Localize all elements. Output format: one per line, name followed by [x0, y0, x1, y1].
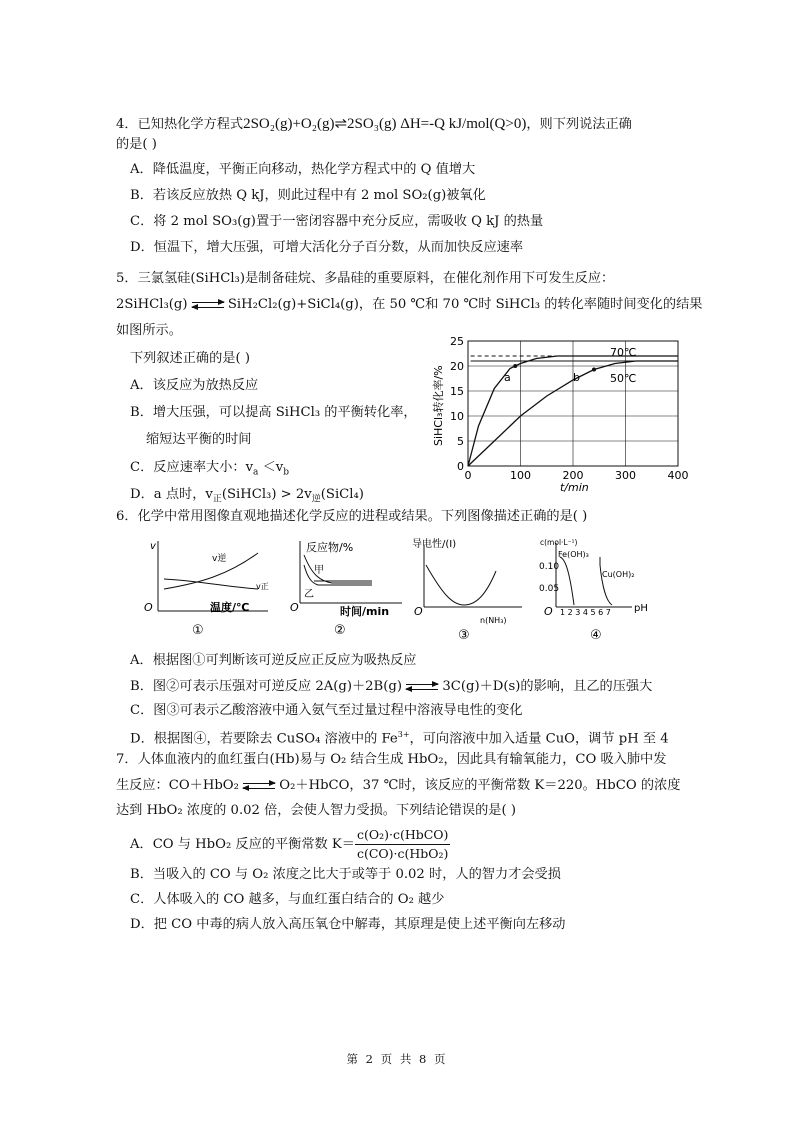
fig2-ylabel: 反应物/%: [306, 541, 354, 554]
y-tick-label: 15: [450, 385, 464, 398]
q7-line1: 7．人体血液内的血红蛋白(Hb)易与 O₂ 结合生成 HbO₂，因此具有输氧能力，CO 吸入肺中发: [116, 752, 667, 767]
fig3-ylabel: 导电性/(I): [412, 539, 457, 550]
fig4-origin: O: [544, 605, 553, 618]
q4-stem: 4．已知热化学方程式2SO₂(g)+O₂(g)⇌2SO₃(g) ΔH=-Q kJ/mol(Q>0)，则下列说法正确: [116, 116, 632, 132]
point-b-label: b: [573, 371, 580, 384]
fig1-xlabel: 温度/℃: [210, 601, 250, 614]
q5-option-d: D．a 点时，$v_正(SiHCl_3)$ > $2v_逆(SiCl_4)$: [130, 487, 364, 505]
q7-line2: 生反应：CO＋HbO₂ O₂＋HbCO，37 ℃时，该反应的平衡常数 K＝220。HbCO 的浓度: [116, 778, 681, 793]
q5-option-c: C．反应速率大小：$v_a <v_b$: [130, 460, 290, 478]
q7-option-d: D．把 CO 中毒的病人放入高压氧仓中解毒，其原理是使上述平衡向左移动: [130, 917, 566, 932]
q5-option-b-cont: 缩短达平衡的时间: [146, 432, 252, 447]
q7-option-c: C．人体吸入的 CO 越多，与血红蛋白结合的 O₂ 越少: [130, 892, 445, 907]
q4-option-b: B．若该反应放热 Q kJ，则此过程中有 2 mol SO₂(g)被氧化: [130, 188, 486, 203]
x-tick-label: 300: [615, 469, 636, 482]
q7-option-a: A．CO 与 HbO₂ 反应的平衡常数 K＝ $\frac{\text{c(O₂)·c(HbCO)}}{\text{c(CO)·c(HbO₂)}}$: [130, 827, 449, 861]
fig4-ylabel: c(mol·L⁻¹): [540, 538, 578, 547]
fig4-curve1-label: Fe(OH)₃: [558, 550, 589, 559]
q5-equation: 2SiHCl₃(g) SiH₂Cl₂(g)+SiCl₄(g)，在 50 ℃和 70 ℃时 SiHCl₃ 的转化率随时间变化的结果: [116, 297, 703, 312]
fig2-curve2-label: 乙: [304, 589, 314, 600]
fig2-curve1-label: 甲: [314, 565, 324, 576]
q4-option-a: A．降低温度，平衡正向移动，热化学方程式中的 Q 值增大: [130, 162, 476, 177]
reversible-arrow-icon: [406, 681, 438, 693]
fig1-number: ①: [192, 623, 204, 638]
fig2-origin: O: [290, 601, 299, 614]
fig3-curve: [426, 565, 496, 605]
y-tick-label: 10: [450, 410, 464, 423]
point-a-label: a: [504, 371, 511, 384]
x-tick-label: 200: [562, 469, 584, 482]
q5-option-a: A．该反应为放热反应: [130, 378, 259, 393]
reversible-arrow-icon: [243, 780, 275, 792]
q6-option-a: A．根据图①可判断该可逆反应正反应为吸热反应: [130, 653, 417, 668]
q5-stem-line3: 如图所示。: [116, 323, 182, 338]
q4-stem-line2: 的是( ): [116, 137, 157, 152]
x-tick-label: 0: [464, 469, 472, 482]
fig3-origin: O: [414, 605, 423, 618]
point-a: [513, 364, 517, 368]
figure-4: [539, 535, 660, 643]
q5-question: 下列叙述正确的是( ): [130, 351, 250, 366]
fig4-ytick-010: 0.10: [539, 562, 560, 572]
q7-option-b: B．当吸入的 CO 与 O₂ 浓度之比大于或等于 0.02 时，人的智力才会受损: [130, 867, 561, 882]
q6-stem: 6．化学中常用图像直观地描述化学反应的进程或结果。下列图像描述正确的是( ): [116, 509, 588, 524]
chart-ylabel: SiHCl₃转化率/%: [432, 365, 445, 446]
fig1-curve-vforward: [164, 579, 258, 589]
y-tick-label: 20: [450, 360, 464, 373]
fig4-ytick-005: 0.05: [539, 584, 560, 594]
point-b: [592, 368, 596, 372]
fig1-origin: O: [144, 601, 153, 614]
q6-option-c: C．图③可表示乙酸溶液中通入氨气至过量过程中溶液导电性的变化: [130, 703, 523, 718]
y-tick-label: 0: [457, 460, 464, 473]
fig1-curve2-label: v正: [256, 582, 269, 591]
figure-3: [410, 535, 528, 643]
fig4-xticks: 1 2 3 4 5 6 7: [560, 608, 611, 617]
q6-option-d: D．根据图④，若要除去 CuSO₄ 溶液中的 $Fe^{3+}$，可向溶液中加入适量 CuO，调节 pH 至 4: [130, 730, 669, 747]
fig1-ylabel: v: [150, 541, 156, 552]
fig4-number: ④: [590, 628, 602, 643]
equilibrium-constant-fraction: $\frac{\text{c(O₂)·c(HbCO)}}{\text{c(CO)·c(HbO₂)}}$: [356, 827, 449, 861]
q4-option-d: D．恒温下，增大压强，可增大活化分子百分数，从而加快反应速率: [130, 240, 524, 255]
q7-line3: 达到 HbO₂ 浓度的 0.02 倍，会使人智力受损。下列结论错误的是( ): [116, 803, 516, 818]
fig4-curve2-label: Cu(OH)₂: [602, 570, 635, 579]
q4-equation: 2SO₂(g)+O₂(g)⇌2SO₃(g) ΔH=-Q kJ/mol(Q>0): [243, 116, 527, 132]
conversion-rate-chart: [428, 330, 689, 498]
x-tick-label: 100: [510, 469, 531, 482]
x-tick-label: 400: [667, 469, 689, 482]
q5-option-b: B．增大压强，可以提高 SiHCl₃ 的平衡转化率，: [130, 405, 417, 420]
fig3-number: ③: [458, 628, 470, 643]
fig2-xlabel: 时间/min: [340, 605, 390, 618]
fig4-curve-feoh3: [560, 557, 574, 605]
label-70c: 70℃: [610, 346, 637, 359]
page-footer: 第 2 页 共 8 页: [346, 1052, 448, 1066]
figure-2: [288, 535, 406, 640]
y-tick-label: 5: [457, 435, 464, 448]
fig4-curve-cuoh2: [600, 557, 612, 605]
q4-option-c: C．将 2 mol SO₃(g)置于一密闭容器中充分反应，需吸收 Q kJ 的热量: [130, 214, 544, 229]
y-tick-label: 25: [450, 335, 464, 348]
figure-1: [140, 535, 275, 640]
fig4-xlabel: pH: [634, 603, 648, 614]
fig3-xlabel: n(NH₃): [480, 616, 507, 625]
reversible-arrow-icon: [192, 299, 224, 311]
fig1-curve1-label: v逆: [212, 554, 227, 564]
q5-stem: 5．三氯氢硅(SiHCl₃)是制备硅烷、多晶硅的重要原料，在催化剂作用下可发生反应：: [116, 271, 615, 286]
fig2-number: ②: [334, 623, 346, 638]
label-50c: 50℃: [610, 372, 637, 385]
q6-option-b: B．图②可表示压强对可逆反应 2A(g)＋2B(g) 3C(g)＋D(s)的影响，且乙的压强大: [130, 679, 653, 694]
chart-xlabel: t/min: [560, 481, 589, 494]
